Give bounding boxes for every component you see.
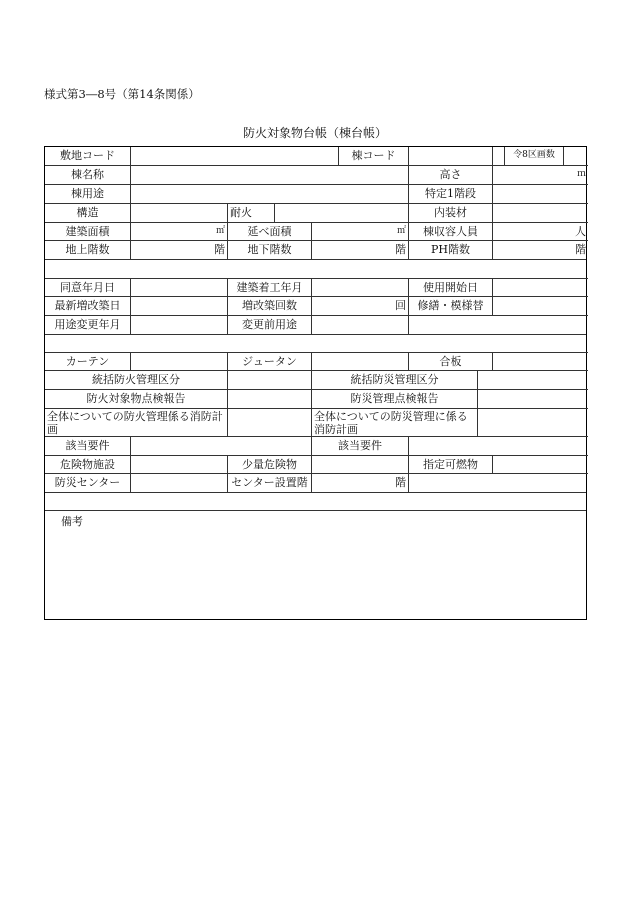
building-area-field[interactable] — [130, 222, 227, 240]
label-total-floor-area: 延べ面積 — [227, 222, 311, 240]
label-site-code: 敷地コード — [60, 149, 115, 162]
unified-fire-mgmt-field[interactable] — [227, 370, 311, 389]
overall-disaster-plan-field[interactable] — [477, 408, 588, 436]
label-fire-inspection-report: 防火対象物点検報告 — [45, 389, 227, 408]
above-floors-field[interactable] — [130, 240, 227, 259]
height-field[interactable] — [492, 165, 588, 184]
structure-field[interactable] — [130, 203, 227, 222]
label-disaster-inspection-report: 防災管理点検報告 — [311, 389, 477, 408]
label-applicable-req-fire: 該当要件 — [45, 436, 130, 455]
floor-unit: 階 — [214, 243, 225, 256]
label-height: 高さ — [408, 165, 492, 184]
capacity-unit: 人 — [575, 225, 586, 238]
register-table — [44, 146, 587, 620]
fire-inspection-report-field[interactable] — [227, 389, 311, 408]
construction-start-field[interactable] — [311, 278, 408, 296]
label-plywood: 合板 — [408, 352, 492, 370]
section-gap — [45, 492, 586, 510]
below-floors-field[interactable] — [311, 240, 408, 259]
label-hazardous-facility: 危険物施設 — [45, 455, 130, 473]
center-floor-field[interactable] — [311, 473, 408, 492]
label-carpet: ジュータン — [227, 352, 311, 370]
label-building-code: 棟コード — [338, 147, 408, 165]
site-code-field[interactable] — [130, 147, 338, 165]
disaster-center-field[interactable] — [130, 473, 227, 492]
interior-material-field[interactable] — [492, 203, 588, 222]
repair-pattern-field[interactable] — [492, 296, 588, 315]
label-ordinance8-zones: 令8区画数 — [504, 147, 563, 165]
latest-extension-field[interactable] — [130, 296, 227, 315]
label-use-start-date: 使用開始日 — [408, 278, 492, 296]
label-previous-use: 変更前用途 — [227, 315, 311, 334]
label-construction-start: 建築着工年月 — [227, 278, 311, 296]
height-unit: ｍ — [576, 169, 586, 179]
empty-area — [408, 473, 588, 492]
extension-count-field[interactable] — [311, 296, 408, 315]
hazardous-facility-field[interactable] — [130, 455, 227, 473]
designated-combustibles-field[interactable] — [492, 455, 588, 473]
building-code-field[interactable] — [408, 147, 492, 165]
carpet-field[interactable] — [311, 352, 408, 370]
area-unit: ㎡ — [215, 226, 225, 236]
label-small-hazardous: 少量危険物 — [227, 455, 311, 473]
label-disaster-center: 防災センター — [45, 473, 130, 492]
floor-unit: 階 — [575, 243, 586, 256]
small-hazardous-field[interactable] — [311, 455, 408, 473]
floor-unit: 階 — [395, 243, 406, 256]
label-fireproof: 耐火 — [227, 203, 274, 222]
capacity-field[interactable] — [492, 222, 588, 240]
label-unified-fire-mgmt: 統括防火管理区分 — [45, 370, 227, 389]
form-title: 防火対象物台帳（棟台帳） — [242, 126, 387, 140]
label-building-name: 棟名称 — [45, 165, 130, 184]
label-building-area: 建築面積 — [45, 222, 130, 240]
label-overall-fire-plan: 全体についての防火管理係る消防計画 — [45, 408, 227, 436]
specific-one-stair-field[interactable] — [492, 184, 588, 203]
label-capacity: 棟収容人員 — [408, 222, 492, 240]
unified-disaster-mgmt-field[interactable] — [477, 370, 588, 389]
applicable-req-fire-field[interactable] — [130, 436, 311, 455]
count-unit: 回 — [395, 299, 406, 312]
remarks-area[interactable] — [45, 510, 586, 619]
building-use-field[interactable] — [130, 184, 408, 203]
plywood-field[interactable] — [492, 352, 588, 370]
label-remarks: 備考 — [61, 515, 83, 528]
ordinance8-zones-field[interactable] — [563, 147, 587, 165]
label-center-floor: センター設置階 — [227, 473, 311, 492]
label-interior-material: 内装材 — [408, 203, 492, 222]
label-consent-date: 同意年月日 — [45, 278, 130, 296]
label-extension-count: 増改築回数 — [227, 296, 311, 315]
label-curtain: カーテン — [45, 352, 130, 370]
label-unified-disaster-mgmt: 統括防災管理区分 — [311, 370, 477, 389]
overall-fire-plan-field[interactable] — [227, 408, 311, 436]
area-unit: ㎡ — [396, 226, 406, 236]
label-use-change-date: 用途変更年月 — [45, 315, 130, 334]
use-change-date-field[interactable] — [130, 315, 227, 334]
label-overall-disaster-plan: 全体についての防災管理に係る消防計画 — [311, 408, 477, 436]
total-floor-area-field[interactable] — [311, 222, 408, 240]
building-name-field[interactable] — [130, 165, 408, 184]
label-specific-one-stair: 特定1階段 — [408, 184, 492, 203]
fireproof-field[interactable] — [274, 203, 408, 222]
consent-date-field[interactable] — [130, 278, 227, 296]
ph-floors-field[interactable] — [492, 240, 588, 259]
applicable-req-disaster-field[interactable] — [408, 436, 588, 455]
label-below-floors: 地下階数 — [227, 240, 311, 259]
label-ph-floors: PH階数 — [408, 240, 492, 259]
section-gap — [45, 259, 586, 278]
label-designated-combustibles: 指定可燃物 — [408, 455, 492, 473]
label-above-floors: 地上階数 — [45, 240, 130, 259]
use-start-date-field[interactable] — [492, 278, 588, 296]
previous-use-field[interactable] — [311, 315, 408, 334]
curtain-field[interactable] — [130, 352, 227, 370]
floor-unit: 階 — [395, 476, 406, 489]
section-gap — [45, 334, 586, 352]
label-building-use: 棟用途 — [45, 184, 130, 203]
disaster-inspection-report-field[interactable] — [477, 389, 588, 408]
label-structure: 構造 — [45, 203, 130, 222]
label-applicable-req-disaster: 該当要件 — [311, 436, 408, 455]
label-repair-pattern: 修繕・模様替 — [408, 296, 492, 315]
label-latest-extension: 最新増改築日 — [45, 296, 130, 315]
form-number: 様式第3―8号（第14条関係） — [44, 87, 200, 101]
spacer-cell — [492, 147, 504, 165]
empty-area — [408, 315, 588, 334]
